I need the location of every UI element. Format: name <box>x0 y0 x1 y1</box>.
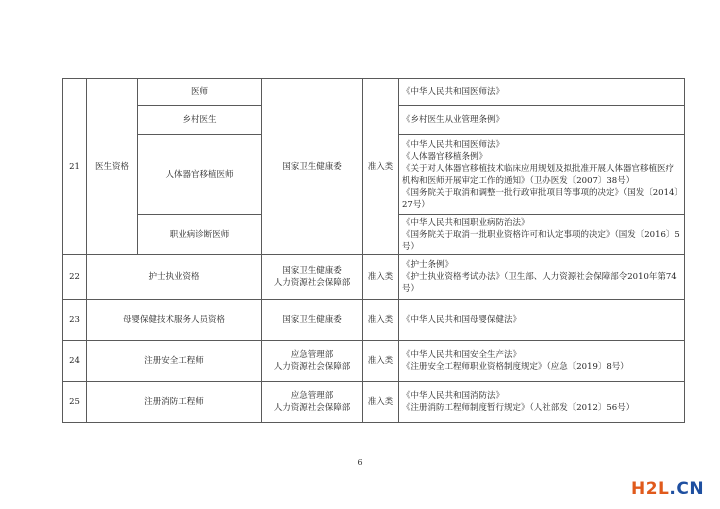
basis-line: 《中华人民共和国职业病防治法》 <box>402 217 530 228</box>
basis-line: 《中华人民共和国医师法》 <box>402 139 505 150</box>
legal-basis <box>399 135 685 215</box>
basis-line: 《人体器官移植条例》 <box>402 151 488 162</box>
qualification-category: 医生资格 <box>87 79 138 255</box>
table-row <box>63 79 685 106</box>
table-row <box>63 255 685 300</box>
department <box>262 300 363 341</box>
qualification-name: 注册安全工程师 <box>87 341 262 382</box>
qualification-name: 母婴保健技术服务人员资格 <box>87 300 262 341</box>
basis-line: 《国务院关于取消和调整一批行政审批项目等事项的决定》（国发〔2014〕27号） <box>402 187 679 210</box>
table-row <box>63 382 685 423</box>
qualification-type: 准入类 <box>363 300 399 341</box>
basis-line: 《护士执业资格考试办法》（卫生部、人力资源社会保障部令2010年第74号） <box>402 272 677 294</box>
basis-line: 《中华人民共和国消防法》 <box>402 391 505 401</box>
basis-line: 《国务院关于取消一批职业资格许可和认定事项的决定》（国发〔2016〕5号） <box>402 229 680 252</box>
page-number: 6 <box>357 458 363 467</box>
row-number: 25 <box>63 382 87 423</box>
qualification-type: 准入类 <box>363 382 399 423</box>
department-line: 国家卫生健康委 <box>282 266 342 276</box>
legal-basis <box>399 382 685 423</box>
basis-line: 《中华人民共和国医师法》 <box>402 87 505 97</box>
qualification-type: 准入类 <box>363 255 399 300</box>
legal-basis <box>399 300 685 341</box>
legal-basis <box>399 341 685 382</box>
row-number: 22 <box>63 255 87 300</box>
department-line: 应急管理部 <box>290 350 334 360</box>
basis-line: 《乡村医生从业管理条例》 <box>402 115 505 125</box>
basis-line: 《注册安全工程师职业资格制度规定》（应急〔2019〕8号） <box>402 362 629 372</box>
watermark-part1: H2L <box>631 479 670 499</box>
legal-basis <box>399 215 685 255</box>
department <box>262 341 363 382</box>
department <box>262 255 363 300</box>
sub-qualification-name: 人体器官移植医师 <box>138 135 262 215</box>
basis-line: 《中华人民共和国安全生产法》 <box>402 350 522 360</box>
watermark-part2: .CN <box>669 479 705 499</box>
legal-basis <box>399 255 685 300</box>
row-number: 23 <box>63 300 87 341</box>
legal-basis <box>399 79 685 106</box>
row-number: 21 <box>63 79 87 255</box>
qualification-name: 护士执业资格 <box>87 255 262 300</box>
basis-line: 《注册消防工程师制度暂行规定》（人社部发〔2012〕56号） <box>402 403 635 413</box>
basis-line: 《关于对人体器官移植技术临床应用规划及拟批准开展人体器官移植医疗机构和医师开展审定工作的通知》（卫办医发〔2007〕38号） <box>402 163 675 186</box>
department-line: 应急管理部 <box>290 391 334 401</box>
basis-line: 《中华人民共和国母婴保健法》 <box>402 315 522 325</box>
basis-line: 《护士条例》 <box>402 260 454 270</box>
table-row <box>63 341 685 382</box>
qualification-type: 准入类 <box>363 79 399 255</box>
department-line: 国家卫生健康委 <box>282 315 342 325</box>
department-line: 人力资源社会保障部 <box>273 278 351 288</box>
department-line: 人力资源社会保障部 <box>273 362 351 372</box>
table-row <box>63 300 685 341</box>
sub-qualification-name: 乡村医生 <box>138 106 262 135</box>
qualification-type: 准入类 <box>363 341 399 382</box>
qualification-name: 注册消防工程师 <box>87 382 262 423</box>
department: 国家卫生健康委 <box>262 79 363 255</box>
qualification-table <box>62 78 685 423</box>
row-number: 24 <box>63 341 87 382</box>
department-line: 人力资源社会保障部 <box>273 403 351 413</box>
legal-basis <box>399 106 685 135</box>
department <box>262 382 363 423</box>
sub-qualification-name: 医师 <box>138 79 262 106</box>
sub-qualification-name: 职业病诊断医师 <box>138 215 262 255</box>
site-watermark-logo <box>631 479 704 499</box>
